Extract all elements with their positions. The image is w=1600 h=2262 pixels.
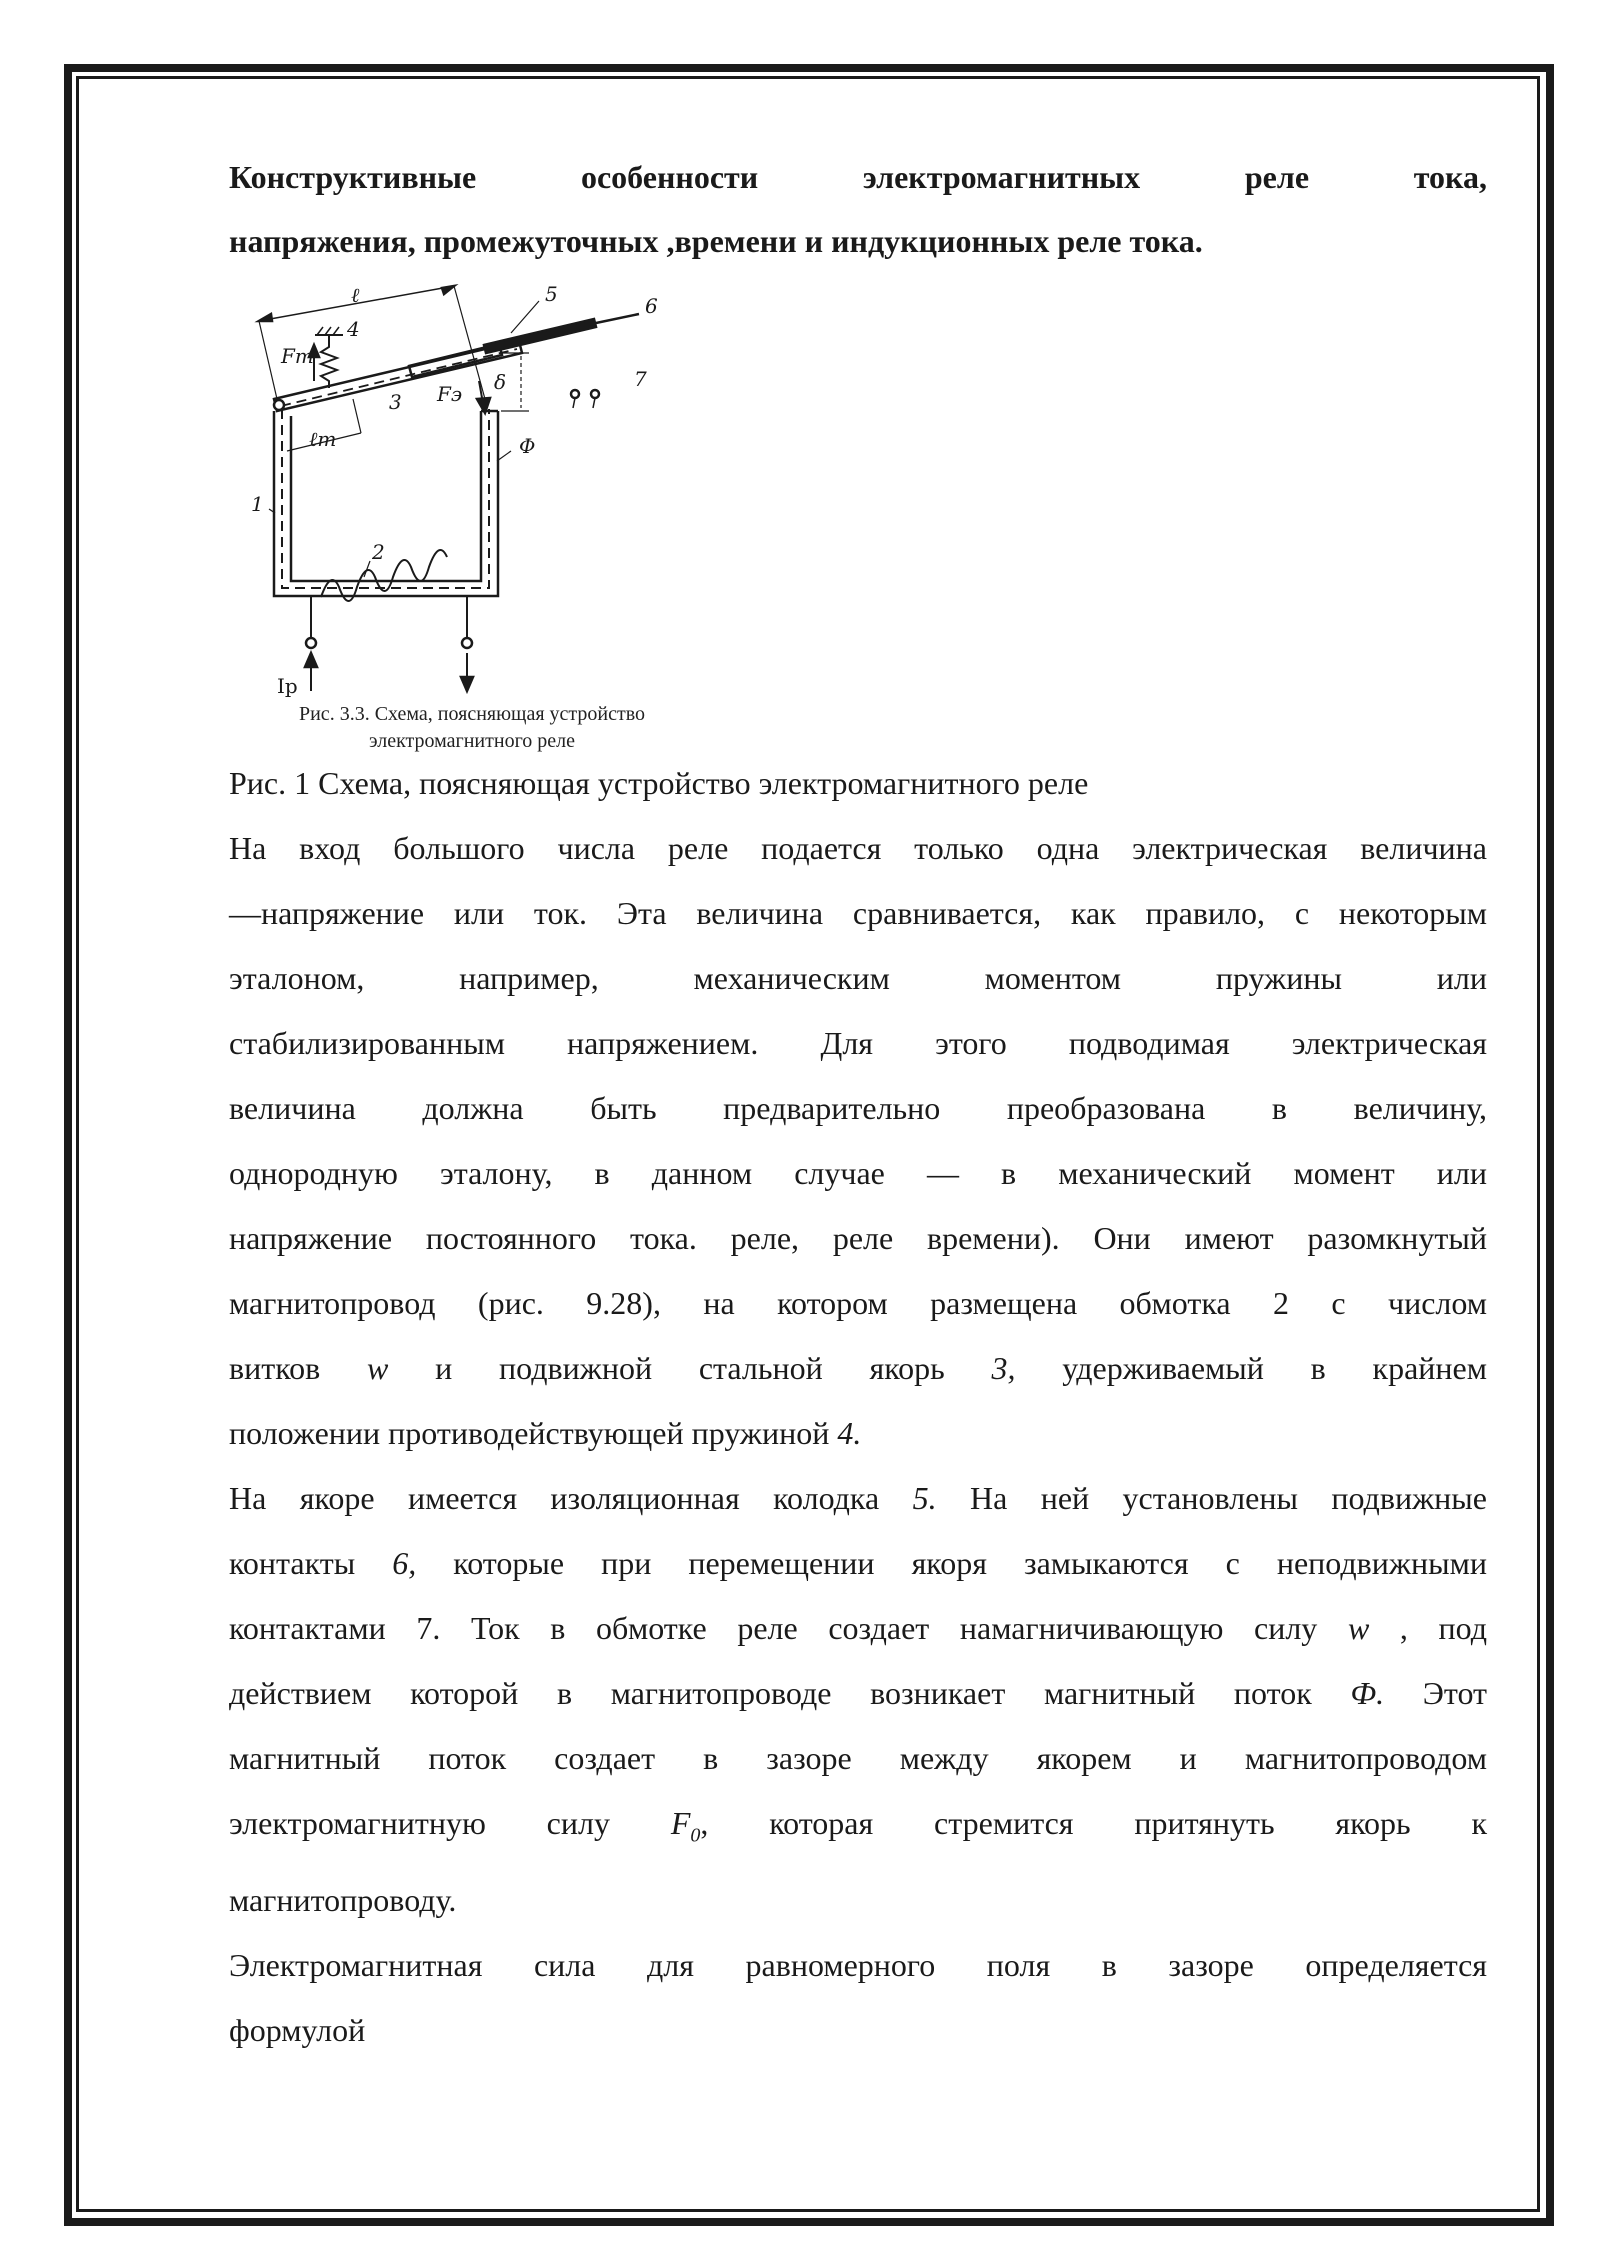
paragraph-1-line: напряжение постоянного тока. реле, реле времени). Они имеют разомкнутый bbox=[229, 1220, 1487, 1256]
label-1: 1 bbox=[251, 492, 264, 516]
moving-contact bbox=[484, 319, 596, 353]
relay-diagram-figure bbox=[229, 281, 699, 751]
relay-diagram bbox=[229, 281, 699, 701]
paragraph-1-line: магнитопровод (рис. 9.28), на котором размещена обмотка 2 с числом bbox=[229, 1285, 1487, 1321]
label-2: 2 bbox=[372, 540, 385, 564]
figure-image-caption-line-1: Рис. 3.3. Схема, поясняющая устройство bbox=[298, 703, 646, 725]
paragraph-3-line-1: Электромагнитная сила для равномерного поля в зазоре определяется bbox=[229, 1947, 1487, 1984]
paragraph-3 bbox=[229, 1933, 1487, 2063]
label-3: 3 bbox=[389, 390, 402, 414]
paragraph-1-line-9: витков w и подвижной стальной якорь 3, удерживаемый в крайнем bbox=[229, 1350, 1488, 1386]
paragraph-2-line-5: магнитный поток создает в зазоре между якорем и магнитопроводом bbox=[229, 1740, 1487, 1776]
label-5: 5 bbox=[545, 282, 558, 306]
heading-line-1: Конструктивные особенности электромагнитных реле тока, bbox=[229, 159, 1487, 195]
figure-image-caption-line-2: электромагнитного реле bbox=[368, 730, 576, 752]
label-7: 7 bbox=[634, 367, 647, 391]
label-phi: Φ bbox=[519, 434, 536, 458]
paragraph-2 bbox=[229, 1466, 1487, 1933]
label-4: 4 bbox=[347, 317, 360, 341]
paragraph-1-line: —напряжение или ток. Эта величина сравнивается, как правило, с некоторым bbox=[229, 895, 1487, 931]
label-ft: Fт bbox=[281, 344, 314, 368]
paragraph-3-line-2: формулой bbox=[229, 2012, 366, 2049]
document-content bbox=[229, 145, 1487, 2063]
paragraph-1-line: На вход большого числа реле подается только одна электрическая величина bbox=[229, 830, 1487, 866]
paragraph-2-line-2: контакты 6, которые при перемещении якоря замыкаются с неподвижными bbox=[229, 1545, 1488, 1581]
core-outer-outline bbox=[274, 411, 498, 596]
figure-image-caption bbox=[237, 701, 707, 755]
paragraph-1 bbox=[229, 816, 1487, 1466]
figure-caption: Рис. 1 Схема, поясняющая устройство электромагнитного реле bbox=[229, 765, 1089, 801]
paragraph-1-line-10: положении противодействующей пружиной 4. bbox=[229, 1415, 862, 1451]
spring bbox=[321, 335, 337, 388]
section-heading bbox=[229, 145, 1487, 273]
paragraph-2-line-3: контактами 7. Ток в обмотке реле создает намагничивающую силу w , под bbox=[229, 1610, 1488, 1646]
paragraph-1-line: эталоном, например, механическим моментом пружины или bbox=[229, 960, 1487, 996]
label-l: ℓ bbox=[351, 283, 360, 307]
paragraph-2-line-7: магнитопроводу. bbox=[229, 1882, 457, 1919]
paragraph-1-line: стабилизированным напряжением. Для этого подводимая электрическая bbox=[229, 1025, 1487, 1061]
paragraph-1-line: однородную эталону, в данном случае — в механический момент или bbox=[229, 1155, 1487, 1191]
label-6: 6 bbox=[645, 294, 658, 318]
label-ip: Iр bbox=[277, 674, 298, 698]
heading-line-2: напряжения, промежуточных ,времени и индукционных реле тока. bbox=[229, 223, 1203, 259]
paragraph-2-line-6: электромагнитную силу $F_0$, которая стремится притянуть якорь к bbox=[229, 1805, 1488, 1847]
label-f3: Fэ bbox=[437, 382, 463, 406]
label-delta: δ bbox=[494, 370, 507, 394]
paragraph-2-line-1: На якоре имеется изоляционная колодка 5. На ней установлены подвижные bbox=[229, 1480, 1488, 1516]
paragraph-1-line: величина должна быть предварительно преобразована в величину, bbox=[229, 1090, 1487, 1126]
paragraph-2-line-4: действием которой в магнитопроводе возникает магнитный поток Ф. Этот bbox=[229, 1675, 1488, 1711]
label-lt: ℓт bbox=[309, 427, 337, 451]
